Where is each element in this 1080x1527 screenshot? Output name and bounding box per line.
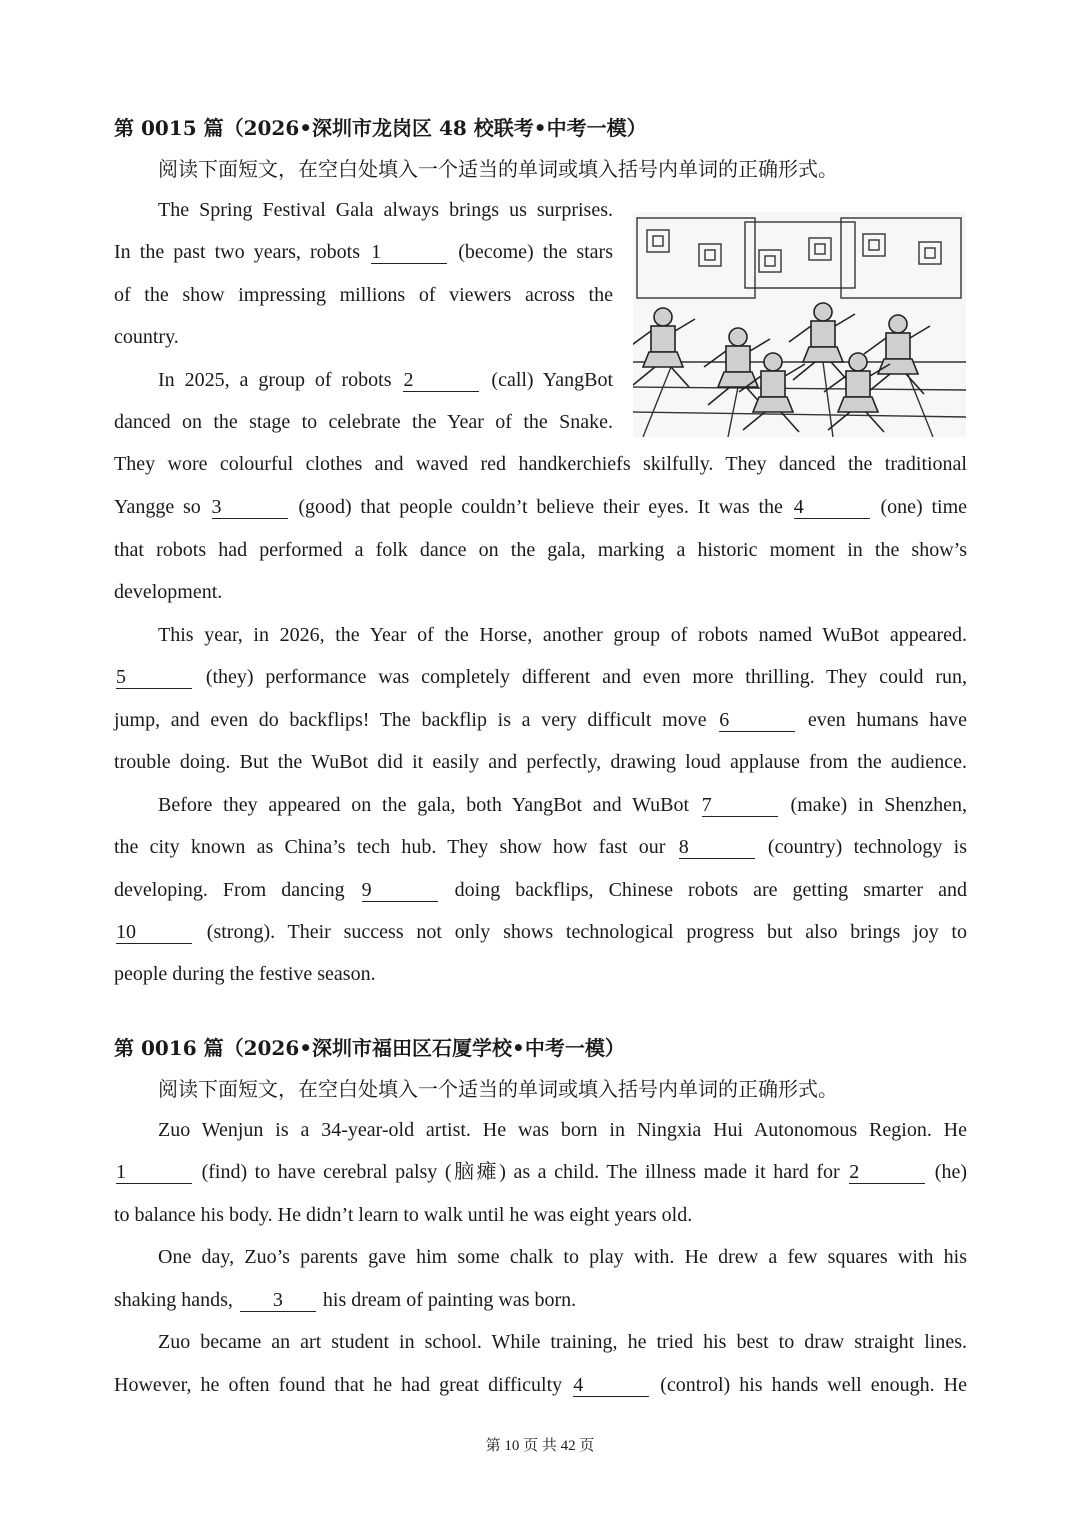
passage-line [114, 323, 613, 351]
passage-line [114, 1158, 967, 1186]
passage-text: (they) performance was completely different and even more thrilling. They could run, [194, 666, 967, 688]
passage-text: In the past two years, robots [114, 241, 370, 263]
passage-line [114, 706, 967, 734]
answer-blank[interactable]: 2 [403, 369, 479, 392]
passage-text: danced on the stage to celebrate the Year of the Snake. [114, 411, 613, 433]
passage-text: shaking hands, [114, 1289, 238, 1311]
passage-line [114, 1243, 967, 1271]
passage-line [114, 663, 967, 691]
passage-text: to balance his body. He didn’t learn to walk until he was eight years old. [114, 1204, 693, 1226]
passage-line [114, 408, 613, 436]
passage-text: (one) time [871, 496, 968, 518]
passage-line [114, 791, 967, 819]
passage-line [114, 1371, 967, 1399]
answer-blank[interactable]: 7 [702, 794, 778, 817]
passage-text: (good) that people couldn’t believe their eyes. It was the [289, 496, 792, 518]
answer-blank[interactable]: 1 [371, 241, 447, 264]
passage-line [114, 876, 967, 904]
passage-text: Zuo became an art student in school. While training, he tried his best to draw straight lines. [158, 1331, 967, 1353]
passage-text: (become) the stars [449, 241, 613, 263]
passage-line [114, 578, 967, 606]
passage-text: Yangge so [114, 496, 210, 518]
passage-text: development. [114, 581, 223, 603]
passage-text: One day, Zuo’s parents gave him some chalk to play with. He drew a few squares with his [158, 1246, 967, 1268]
passage-text: doing backflips, Chinese robots are getting smarter and [439, 879, 967, 901]
passage-text: (strong). Their success not only shows technological progress but also brings joy to [194, 921, 967, 943]
passage-line [114, 238, 613, 266]
passage-line [114, 1328, 967, 1356]
passage-text: jump, and even do backflips! The backflip is a very difficult move [114, 709, 718, 731]
section-heading-0015: 第 0015 篇（2026•深圳市龙岗区 48 校联考•中考一模） [114, 116, 647, 140]
passage-text: of the show impressing millions of viewers across the [114, 284, 613, 306]
passage-line [114, 918, 967, 946]
passage-text: (country) technology is [756, 836, 968, 858]
passage-text: The Spring Festival Gala always brings us surprises. [158, 199, 613, 221]
passage-line [114, 196, 613, 224]
section-instruction-0015: 阅读下面短文，在空白处填入一个适当的单词或填入括号内单词的正确形式。 [158, 157, 838, 181]
passage-line [114, 493, 967, 521]
passage-line [114, 366, 613, 394]
passage-line [114, 960, 967, 988]
passage-text: (make) in Shenzhen, [779, 794, 967, 816]
passage-line [114, 748, 967, 776]
passage-text: (call) YangBot [481, 369, 613, 391]
passage-line [114, 621, 967, 649]
passage-text: the city known as China’s tech hub. They show how fast our [114, 836, 677, 858]
answer-blank[interactable]: 3 [240, 1289, 316, 1312]
answer-blank[interactable]: 3 [212, 496, 288, 519]
passage-line [114, 833, 967, 861]
passage-text: developing. From dancing [114, 879, 360, 901]
passage-text: They wore colourful clothes and waved red handkerchiefs skilfully. They danced the traditional [114, 453, 967, 475]
answer-blank[interactable]: 1 [116, 1161, 192, 1184]
passage-text: Zuo Wenjun is a 34-year-old artist. He was born in Ningxia Hui Autonomous Region. He [158, 1119, 967, 1141]
passage-line [114, 1286, 967, 1314]
robot-dancers-illustration [633, 212, 966, 437]
page-footer: 第 10 页 共 42 页 [485, 1438, 595, 1454]
passage-line [114, 1201, 967, 1229]
section-instruction-0016: 阅读下面短文，在空白处填入一个适当的单词或填入括号内单词的正确形式。 [158, 1077, 838, 1101]
passage-text: (control) his hands well enough. He [651, 1374, 967, 1396]
passage-text: (he) [927, 1161, 967, 1183]
passage-text: In 2025, a group of robots [158, 369, 402, 391]
answer-blank[interactable]: 5 [116, 666, 192, 689]
passage-line [114, 281, 613, 309]
passage-line [114, 1116, 967, 1144]
answer-blank[interactable]: 6 [719, 709, 795, 732]
answer-blank[interactable]: 4 [573, 1374, 649, 1397]
passage-text: people during the festive season. [114, 963, 376, 985]
passage-line [114, 450, 967, 478]
passage-text: This year, in 2026, the Year of the Horse, another group of robots named WuBot appeared. [158, 624, 967, 646]
passage-text: even humans have [797, 709, 967, 731]
answer-blank[interactable]: 8 [679, 836, 755, 859]
passage-line [114, 536, 967, 564]
answer-blank[interactable]: 10 [116, 921, 192, 944]
passage-text: country. [114, 326, 179, 348]
passage-text: Before they appeared on the gala, both YangBot and WuBot [158, 794, 700, 816]
answer-blank[interactable]: 4 [794, 496, 870, 519]
passage-text: his dream of painting was born. [317, 1289, 577, 1311]
passage-text: (find) to have cerebral palsy (脑瘫) as a child. The illness made it hard for [194, 1161, 848, 1183]
answer-blank[interactable]: 9 [362, 879, 438, 902]
passage-text: that robots had performed a folk dance on the gala, marking a historic moment in the show’s [114, 539, 967, 561]
section-heading-0016: 第 0016 篇（2026•深圳市福田区石厦学校•中考一模） [114, 1036, 625, 1060]
passage-text: However, he often found that he had great difficulty [114, 1374, 572, 1396]
answer-blank[interactable]: 2 [849, 1161, 925, 1184]
passage-text: trouble doing. But the WuBot did it easily and perfectly, drawing loud applause from the audience. [114, 751, 967, 773]
